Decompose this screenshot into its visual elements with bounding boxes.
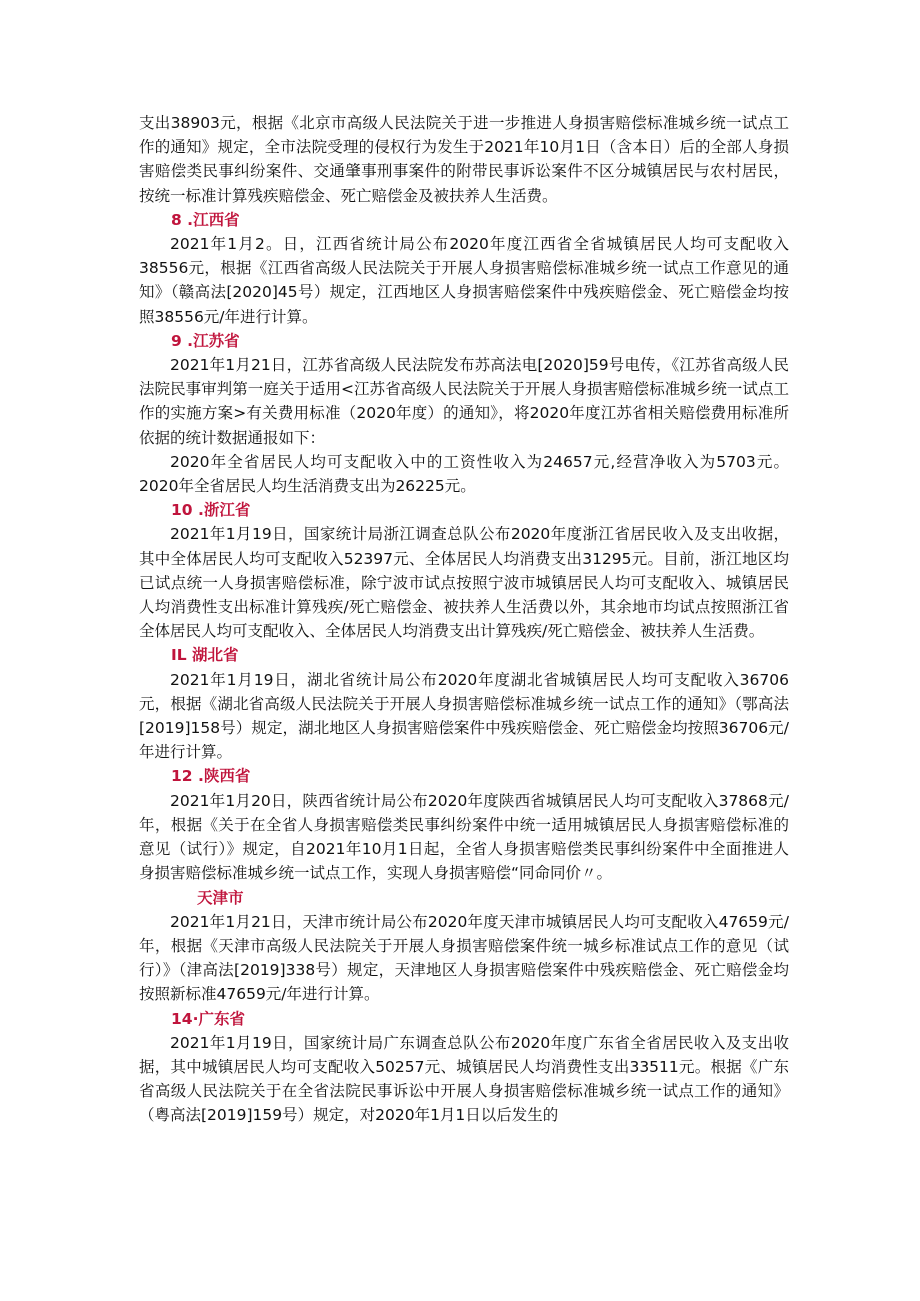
paragraph-zhejiang: 2021年1月19日，国家统计局浙江调查总队公布2020年度浙江省居民收入及支出收据，其中全体居民人均可支配收入52397元、全体居民人均消费支出31295元。目前，浙江地区均已试点统一人身损害赔偿标准，除宁波市试点按照宁波市城镇居民人均可支配收入、城镇居民人均消费性支出标准计算残疾/死亡赔偿金、被扶养人生活费以外，其余地市均试点按照浙江省全体居民人均可支配收入、全体居民人均消费支出计算残疾/死亡赔偿金、被扶养人生活费。 (139, 525, 789, 641)
heading-shaanxi: 12 .陕西省 (171, 767, 251, 786)
paragraph-tianjin: 2021年1月21日，天津市统计局公布2020年度天津市城镇居民人均可支配收入47659元/年，根据《天津市高级人民法院关于开展人身损害赔偿案件统一城乡标准试点工作的意见（试行）》（津高法[2019]338号）规定，天津地区人身损害赔偿案件中残疾赔偿金、死亡赔偿金均按照新标准47659元/年进行计算。 (139, 912, 789, 1004)
paragraph-shaanxi: 2021年1月20日，陕西省统计局公布2020年度陕西省城镇居民人均可支配收入37868元/年，根据《关于在全省人身损害赔偿类民事纠纷案件中统一适用城镇居民人身损害赔偿标准的意见（试行）》规定，自2021年10月1日起，全省人身损害赔偿类民事纠纷案件中全面推进人身损害赔偿标准城乡统一试点工作，实现人身损害赔偿“同命同价〃。 (139, 791, 789, 883)
paragraph-jiangsu: 2021年1月21日，江苏省高级人民法院发布苏高法电[2020]59号电传，《江苏省高级人民法院民事审判第一庭关于适用<江苏省高级人民法院关于开展人身损害赔偿标准城乡统一试点工作的实施方案>有关费用标准（2020年度）的通知》，将2020年度江苏省相关赔偿费用标准所依据的统计数据通报如下： (139, 356, 789, 447)
paragraph-hubei: 2021年1月19日，湖北省统计局公布2020年度湖北省城镇居民人均可支配收入36706元，根据《湖北省高级人民法院关于开展人身损害赔偿标准城乡统一试点工作的通知》（鄂高法[2019]158号）规定，湖北地区人身损害赔偿案件中残疾赔偿金、死亡赔偿金均按照36706元/年进行计算。 (139, 670, 789, 762)
heading-jiangxi: 8 .江西省 (171, 210, 240, 229)
paragraph-jiangxi: 2021年1月2。日，江西省统计局公布2020年度江西省全省城镇居民人均可支配收入38556元，根据《江西省高级人民法院关于开展人身损害赔偿标准城乡统一试点工作意见的通知》（赣高法[2020]45号）规定，江西地区人身损害赔偿案件中残疾赔偿金、死亡赔偿金均按照38556元/年进行计算。 (139, 235, 789, 326)
paragraph-beijing-continued: 支出38903元，根据《北京市高级人民法院关于进一步推进人身损害赔偿标准城乡统一试点工作的通知》规定，全市法院受理的侵权行为发生于2021年10月1日（含本日）后的全部人身损害赔偿类民事纠纷案件、交通肇事刑事案件的附带民事诉讼案件不区分城镇居民与农村居民，按统一标准计算残疾赔偿金、死亡赔偿金及被扶养人生活费。 (139, 114, 789, 205)
heading-guangdong: 14·广东省 (171, 1009, 245, 1028)
heading-hubei: IL 湖北省 (171, 646, 239, 665)
heading-jiangsu: 9 .江苏省 (171, 331, 240, 350)
paragraph-jiangsu-figures: 2020年全省居民人均可支配收入中的工资性收入为24657元,经营净收入为5703元。2020年全省居民人均生活消费支出为26225元。 (139, 452, 789, 496)
document-body (139, 111, 789, 1128)
heading-tianjin: 天津市 (197, 888, 244, 907)
heading-zhejiang: 10 .浙江省 (171, 501, 251, 520)
paragraph-guangdong: 2021年1月19日，国家统计局广东调查总队公布2020年度广东省全省居民收入及支出收据，其中城镇居民人均可支配收入50257元、城镇居民人均消费性支出33511元。根据《广东省高级人民法院关于在全省法院民事诉讼中开展人身损害赔偿标准城乡统一试点工作的通知》（粤高法[2019]159号）规定，对2020年1月1日以后发生的 (139, 1033, 789, 1125)
